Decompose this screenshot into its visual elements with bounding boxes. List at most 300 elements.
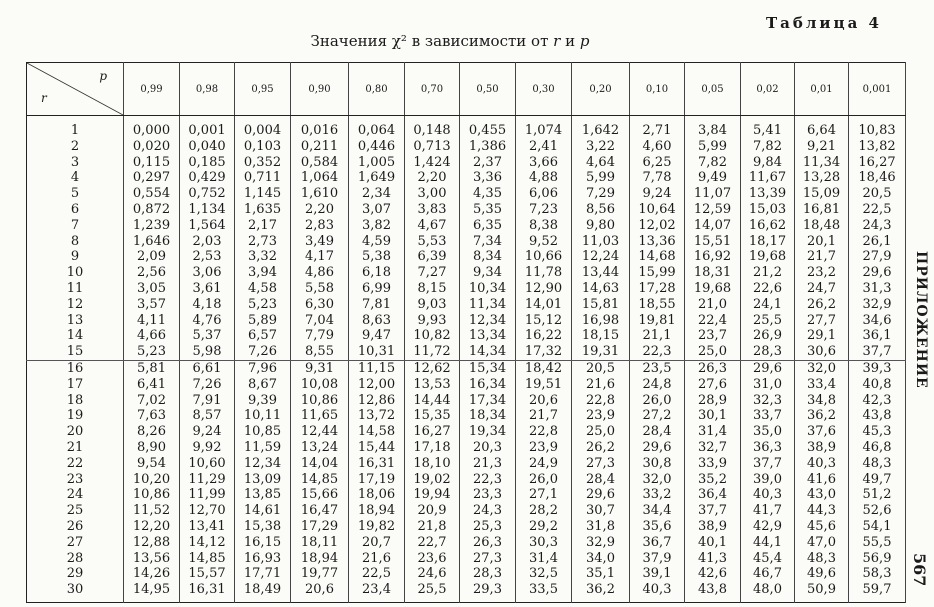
chi-square-value: 3,06 (180, 265, 235, 281)
chi-square-value: 12,34 (460, 313, 516, 329)
chi-square-value: 46,8 (849, 440, 906, 456)
chi-square-value: 22,3 (630, 344, 685, 360)
chi-square-value: 4,88 (516, 170, 572, 186)
chi-square-value: 22,7 (405, 535, 460, 551)
table-row (27, 344, 906, 360)
chi-square-value: 7,27 (405, 265, 460, 281)
chi-square-value: 34,4 (630, 503, 685, 519)
chi-square-value: 13,44 (572, 265, 630, 281)
chi-square-value: 17,18 (405, 440, 460, 456)
chi-square-value: 2,41 (516, 139, 572, 155)
chi-square-value: 0,040 (180, 139, 235, 155)
chi-square-value: 7,81 (349, 297, 405, 313)
chi-square-value: 3,05 (124, 281, 180, 297)
chi-square-value: 2,56 (124, 265, 180, 281)
chi-square-value: 18,55 (630, 297, 685, 313)
chi-square-value: 1,564 (180, 218, 235, 234)
row-r-value: 3 (27, 155, 124, 171)
chi-square-value: 14,07 (685, 218, 741, 234)
chi-square-value: 27,3 (460, 551, 516, 567)
caption-prefix: Значения χ² в зависимости от (310, 32, 554, 50)
table-row (27, 472, 906, 488)
chi-square-value: 0,352 (235, 155, 291, 171)
chi-square-value: 18,34 (460, 408, 516, 424)
chi-square-value: 40,8 (849, 377, 906, 393)
chi-square-value: 22,6 (741, 281, 795, 297)
chi-square-value: 9,47 (349, 328, 405, 344)
chi-square-value: 1,642 (572, 116, 630, 139)
chi-square-value: 23,2 (795, 265, 849, 281)
row-r-value: 17 (27, 377, 124, 393)
page-number: 567 (910, 553, 929, 587)
chi-square-value: 0,713 (405, 139, 460, 155)
chi-square-value: 3,49 (291, 234, 349, 250)
chi-square-value: 36,7 (630, 535, 685, 551)
chi-square-value: 3,32 (235, 249, 291, 265)
chi-square-value: 1,649 (349, 170, 405, 186)
chi-square-value: 0,115 (124, 155, 180, 171)
header-p-label: p (99, 69, 107, 83)
chi-square-value: 28,4 (630, 424, 685, 440)
chi-square-value: 13,53 (405, 377, 460, 393)
chi-square-value: 16,93 (235, 551, 291, 567)
chi-square-value: 29,6 (741, 360, 795, 376)
chi-square-value: 0,211 (291, 139, 349, 155)
table-row (27, 328, 906, 344)
chi-square-value: 2,53 (180, 249, 235, 265)
chi-square-value: 17,34 (460, 393, 516, 409)
chi-square-value: 25,0 (685, 344, 741, 360)
chi-square-value: 11,52 (124, 503, 180, 519)
chi-square-value: 36,3 (741, 440, 795, 456)
chi-square-value: 13,56 (124, 551, 180, 567)
table-row (27, 535, 906, 551)
chi-square-value: 58,3 (849, 566, 906, 582)
chi-square-value: 3,84 (685, 116, 741, 139)
chi-square-value: 9,92 (180, 440, 235, 456)
table-row (27, 297, 906, 313)
chi-square-value: 4,59 (349, 234, 405, 250)
chi-square-value: 6,18 (349, 265, 405, 281)
chi-square-value: 16,81 (795, 202, 849, 218)
chi-square-value: 3,00 (405, 186, 460, 202)
chi-square-value: 31,3 (849, 281, 906, 297)
chi-square-value: 21,1 (630, 328, 685, 344)
chi-square-value: 15,81 (572, 297, 630, 313)
chi-square-value: 22,5 (849, 202, 906, 218)
header-p-value: 0,95 (235, 63, 291, 116)
chi-square-value: 16,31 (180, 582, 235, 602)
chi-square-value: 43,0 (795, 487, 849, 503)
row-r-value: 5 (27, 186, 124, 202)
chi-square-value: 6,57 (235, 328, 291, 344)
chi-square-value: 20,7 (349, 535, 405, 551)
chi-square-value: 3,83 (405, 202, 460, 218)
chi-square-value: 1,635 (235, 202, 291, 218)
chi-square-value: 30,3 (516, 535, 572, 551)
chi-square-value: 11,99 (180, 487, 235, 503)
chi-square-value: 36,1 (849, 328, 906, 344)
chi-square-value: 27,9 (849, 249, 906, 265)
header-p-value: 0,99 (124, 63, 180, 116)
chi-square-value: 45,4 (741, 551, 795, 567)
chi-square-value: 20,5 (849, 186, 906, 202)
chi-square-value: 9,34 (460, 265, 516, 281)
chi-square-value: 4,64 (572, 155, 630, 171)
chi-square-value: 6,25 (630, 155, 685, 171)
chi-square-value: 14,85 (291, 472, 349, 488)
chi-square-value: 18,15 (572, 328, 630, 344)
table-row (27, 582, 906, 602)
chi-square-value: 19,77 (291, 566, 349, 582)
chi-square-value: 44,1 (741, 535, 795, 551)
row-r-value: 25 (27, 503, 124, 519)
chi-square-value: 0,148 (405, 116, 460, 139)
chi-square-value: 21,2 (741, 265, 795, 281)
chi-square-value: 59,7 (849, 582, 906, 602)
chi-square-value: 18,48 (795, 218, 849, 234)
chi-square-value: 4,60 (630, 139, 685, 155)
chi-square-value: 17,28 (630, 281, 685, 297)
table-row (27, 456, 906, 472)
chi-square-value: 14,34 (460, 344, 516, 360)
chi-square-value: 1,145 (235, 186, 291, 202)
chi-square-value: 14,68 (630, 249, 685, 265)
chi-square-value: 20,1 (795, 234, 849, 250)
header-p-value: 0,30 (516, 63, 572, 116)
chi-square-value: 22,8 (516, 424, 572, 440)
chi-square-value: 0,297 (124, 170, 180, 186)
chi-square-value: 12,86 (349, 393, 405, 409)
chi-square-value: 37,7 (685, 503, 741, 519)
chi-square-value: 0,004 (235, 116, 291, 139)
chi-square-value: 14,63 (572, 281, 630, 297)
chi-square-value: 42,9 (741, 519, 795, 535)
chi-square-value: 38,9 (685, 519, 741, 535)
chi-square-value: 6,35 (460, 218, 516, 234)
chi-square-value: 27,1 (516, 487, 572, 503)
chi-square-value: 13,34 (460, 328, 516, 344)
chi-square-value: 5,99 (685, 139, 741, 155)
chi-square-value: 7,82 (741, 139, 795, 155)
chi-square-value: 15,35 (405, 408, 460, 424)
chi-square-value: 39,1 (630, 566, 685, 582)
table-row (27, 218, 906, 234)
chi-square-value: 26,2 (572, 440, 630, 456)
table-row (27, 116, 906, 139)
chi-square-value: 13,36 (630, 234, 685, 250)
chi-square-value: 19,94 (405, 487, 460, 503)
chi-square-value: 46,7 (741, 566, 795, 582)
chi-square-value: 18,94 (349, 503, 405, 519)
chi-square-value: 6,41 (124, 377, 180, 393)
chi-square-value: 10,34 (460, 281, 516, 297)
chi-square-value: 10,64 (630, 202, 685, 218)
chi-square-value: 1,134 (180, 202, 235, 218)
header-p-value: 0,50 (460, 63, 516, 116)
chi-square-value: 14,12 (180, 535, 235, 551)
chi-square-value: 9,39 (235, 393, 291, 409)
chi-square-value: 32,0 (630, 472, 685, 488)
table-row (27, 487, 906, 503)
chi-square-value: 20,3 (460, 440, 516, 456)
caption-and: и (560, 32, 580, 50)
chi-square-value: 7,29 (572, 186, 630, 202)
chi-square-value: 12,44 (291, 424, 349, 440)
table-row (27, 265, 906, 281)
header-p-value: 0,10 (630, 63, 685, 116)
chi-square-value: 21,8 (405, 519, 460, 535)
chi-square-value: 3,07 (349, 202, 405, 218)
chi-square-value: 5,81 (124, 360, 180, 376)
chi-square-value: 9,49 (685, 170, 741, 186)
chi-square-value: 4,86 (291, 265, 349, 281)
chi-square-value: 15,57 (180, 566, 235, 582)
chi-square-value: 33,5 (516, 582, 572, 602)
chi-square-value: 7,26 (180, 377, 235, 393)
chi-square-value: 5,37 (180, 328, 235, 344)
table-row (27, 170, 906, 186)
side-section-label: ПРИЛОЖЕНИЕ (913, 251, 929, 389)
chi-square-value: 45,6 (795, 519, 849, 535)
chi-square-value: 32,9 (572, 535, 630, 551)
chi-square-value: 6,06 (516, 186, 572, 202)
chi-square-value: 24,9 (516, 456, 572, 472)
chi-square-value: 10,83 (849, 116, 906, 139)
row-r-value: 4 (27, 170, 124, 186)
chi-square-value: 37,9 (630, 551, 685, 567)
row-r-value: 2 (27, 139, 124, 155)
row-r-value: 22 (27, 456, 124, 472)
chi-square-value: 26,3 (685, 360, 741, 376)
chi-square-value: 12,90 (516, 281, 572, 297)
chi-square-value: 3,22 (572, 139, 630, 155)
table-row (27, 313, 906, 329)
chi-square-value: 26,0 (630, 393, 685, 409)
chi-square-value: 10,86 (124, 487, 180, 503)
chi-square-value: 29,2 (516, 519, 572, 535)
chi-square-value: 15,09 (795, 186, 849, 202)
chi-square-value: 6,99 (349, 281, 405, 297)
chi-square-value: 7,82 (685, 155, 741, 171)
chi-square-value: 23,9 (516, 440, 572, 456)
row-r-value: 21 (27, 440, 124, 456)
chi-square-value: 9,84 (741, 155, 795, 171)
chi-square-value: 3,57 (124, 297, 180, 313)
chi-square-value: 5,98 (180, 344, 235, 360)
chi-square-value: 0,185 (180, 155, 235, 171)
chi-square-value: 37,6 (795, 424, 849, 440)
chi-square-value: 25,5 (405, 582, 460, 602)
chi-square-value: 1,424 (405, 155, 460, 171)
chi-square-value: 9,93 (405, 313, 460, 329)
chi-square-value: 7,02 (124, 393, 180, 409)
chi-square-value: 2,20 (291, 202, 349, 218)
chi-square-value: 2,73 (235, 234, 291, 250)
table-row (27, 566, 906, 582)
chi-square-value: 29,6 (630, 440, 685, 456)
row-r-value: 28 (27, 551, 124, 567)
chi-square-value: 32,5 (516, 566, 572, 582)
chi-square-value: 28,4 (572, 472, 630, 488)
chi-square-value: 35,6 (630, 519, 685, 535)
chi-square-value: 41,7 (741, 503, 795, 519)
chi-square-value: 16,31 (349, 456, 405, 472)
chi-square-value: 0,064 (349, 116, 405, 139)
chi-square-value: 22,4 (685, 313, 741, 329)
chi-square-value: 10,85 (235, 424, 291, 440)
table-row (27, 440, 906, 456)
row-r-value: 26 (27, 519, 124, 535)
chi-square-value: 10,86 (291, 393, 349, 409)
chi-square-value: 23,4 (349, 582, 405, 602)
chi-square-value: 4,11 (124, 313, 180, 329)
chi-square-value: 45,3 (849, 424, 906, 440)
chi-square-value: 24,7 (795, 281, 849, 297)
chi-square-value: 10,60 (180, 456, 235, 472)
chi-square-value: 11,34 (460, 297, 516, 313)
chi-square-value: 39,0 (741, 472, 795, 488)
chi-square-value: 5,41 (741, 116, 795, 139)
chi-square-value: 54,1 (849, 519, 906, 535)
header-p-value: 0,80 (349, 63, 405, 116)
chi-square-value: 9,80 (572, 218, 630, 234)
chi-square-value: 43,8 (849, 408, 906, 424)
table-row (27, 519, 906, 535)
chi-square-value: 14,44 (405, 393, 460, 409)
chi-square-value: 22,8 (572, 393, 630, 409)
chi-square-value: 28,2 (516, 503, 572, 519)
row-r-value: 18 (27, 393, 124, 409)
chi-square-value: 10,11 (235, 408, 291, 424)
row-r-value: 14 (27, 328, 124, 344)
row-r-value: 10 (27, 265, 124, 281)
chi-square-value: 28,9 (685, 393, 741, 409)
chi-square-value: 27,7 (795, 313, 849, 329)
chi-square-value: 11,65 (291, 408, 349, 424)
table-row (27, 551, 906, 567)
chi-square-value: 8,63 (349, 313, 405, 329)
header-row (27, 63, 906, 116)
chi-square-value: 48,0 (741, 582, 795, 602)
chi-square-value: 15,38 (235, 519, 291, 535)
chi-square-value: 16,15 (235, 535, 291, 551)
header-p-value: 0,05 (685, 63, 741, 116)
chi-square-value: 34,0 (572, 551, 630, 567)
chi-square-value: 39,3 (849, 360, 906, 376)
chi-square-value: 21,7 (795, 249, 849, 265)
chi-square-value: 5,89 (235, 313, 291, 329)
chi-square-value: 44,3 (795, 503, 849, 519)
corner-cell (27, 63, 124, 116)
chi-square-value: 6,30 (291, 297, 349, 313)
header-r-label: r (41, 91, 47, 105)
chi-square-value: 27,6 (685, 377, 741, 393)
table-row (27, 139, 906, 155)
chi-square-value: 16,92 (685, 249, 741, 265)
table-body (27, 116, 906, 603)
chi-square-value: 3,94 (235, 265, 291, 281)
chi-square-value: 11,07 (685, 186, 741, 202)
row-r-value: 24 (27, 487, 124, 503)
chi-square-value: 19,31 (572, 344, 630, 360)
chi-square-value: 13,41 (180, 519, 235, 535)
chi-square-value: 0,103 (235, 139, 291, 155)
chi-square-value: 3,61 (180, 281, 235, 297)
chi-square-value: 10,08 (291, 377, 349, 393)
chi-square-value: 43,8 (685, 582, 741, 602)
chi-square-value: 49,7 (849, 472, 906, 488)
chi-square-value: 7,34 (460, 234, 516, 250)
chi-square-value: 15,99 (630, 265, 685, 281)
chi-square-value: 6,64 (795, 116, 849, 139)
chi-square-value: 2,34 (349, 186, 405, 202)
row-r-value: 29 (27, 566, 124, 582)
header-p-value: 0,90 (291, 63, 349, 116)
chi-square-value: 7,63 (124, 408, 180, 424)
row-r-value: 8 (27, 234, 124, 250)
chi-square-value: 2,09 (124, 249, 180, 265)
chi-square-value: 16,62 (741, 218, 795, 234)
table-row (27, 408, 906, 424)
chi-square-value: 14,58 (349, 424, 405, 440)
chi-square-value: 40,1 (685, 535, 741, 551)
chi-square-value: 32,9 (849, 297, 906, 313)
chi-square-value: 4,67 (405, 218, 460, 234)
chi-square-value: 11,78 (516, 265, 572, 281)
chi-square-value: 37,7 (849, 344, 906, 360)
chi-square-value: 34,8 (795, 393, 849, 409)
header-p-value: 0,70 (405, 63, 460, 116)
chi-square-value: 8,55 (291, 344, 349, 360)
chi-square-value: 35,2 (685, 472, 741, 488)
chi-square-value: 4,35 (460, 186, 516, 202)
chi-square-value: 37,7 (741, 456, 795, 472)
chi-square-value: 19,68 (685, 281, 741, 297)
chi-square-value: 32,7 (685, 440, 741, 456)
chi-square-value: 21,3 (460, 456, 516, 472)
chi-square-value: 16,47 (291, 503, 349, 519)
chi-square-value: 25,5 (741, 313, 795, 329)
chi-square-value: 23,5 (630, 360, 685, 376)
chi-square-value: 7,91 (180, 393, 235, 409)
chi-square-value: 19,82 (349, 519, 405, 535)
chi-square-value: 48,3 (849, 456, 906, 472)
chi-square-value: 31,4 (685, 424, 741, 440)
chi-square-value: 12,59 (685, 202, 741, 218)
chi-square-value: 0,584 (291, 155, 349, 171)
chi-square-value: 40,3 (795, 456, 849, 472)
chi-square-value: 30,6 (795, 344, 849, 360)
row-r-value: 15 (27, 344, 124, 360)
chi-square-value: 18,31 (685, 265, 741, 281)
chi-square-value: 27,3 (572, 456, 630, 472)
chi-square-value: 42,3 (849, 393, 906, 409)
chi-square-value: 4,18 (180, 297, 235, 313)
caption-p: p (579, 32, 590, 50)
chi-square-value: 26,2 (795, 297, 849, 313)
row-r-value: 12 (27, 297, 124, 313)
chi-square-value: 2,71 (630, 116, 685, 139)
chi-square-value: 20,6 (291, 582, 349, 602)
chi-square-value: 29,6 (572, 487, 630, 503)
chi-square-value: 7,26 (235, 344, 291, 360)
chi-square-value: 10,31 (349, 344, 405, 360)
chi-square-value: 0,872 (124, 202, 180, 218)
row-r-value: 23 (27, 472, 124, 488)
table-caption (0, 32, 900, 50)
chi-square-value: 18,10 (405, 456, 460, 472)
